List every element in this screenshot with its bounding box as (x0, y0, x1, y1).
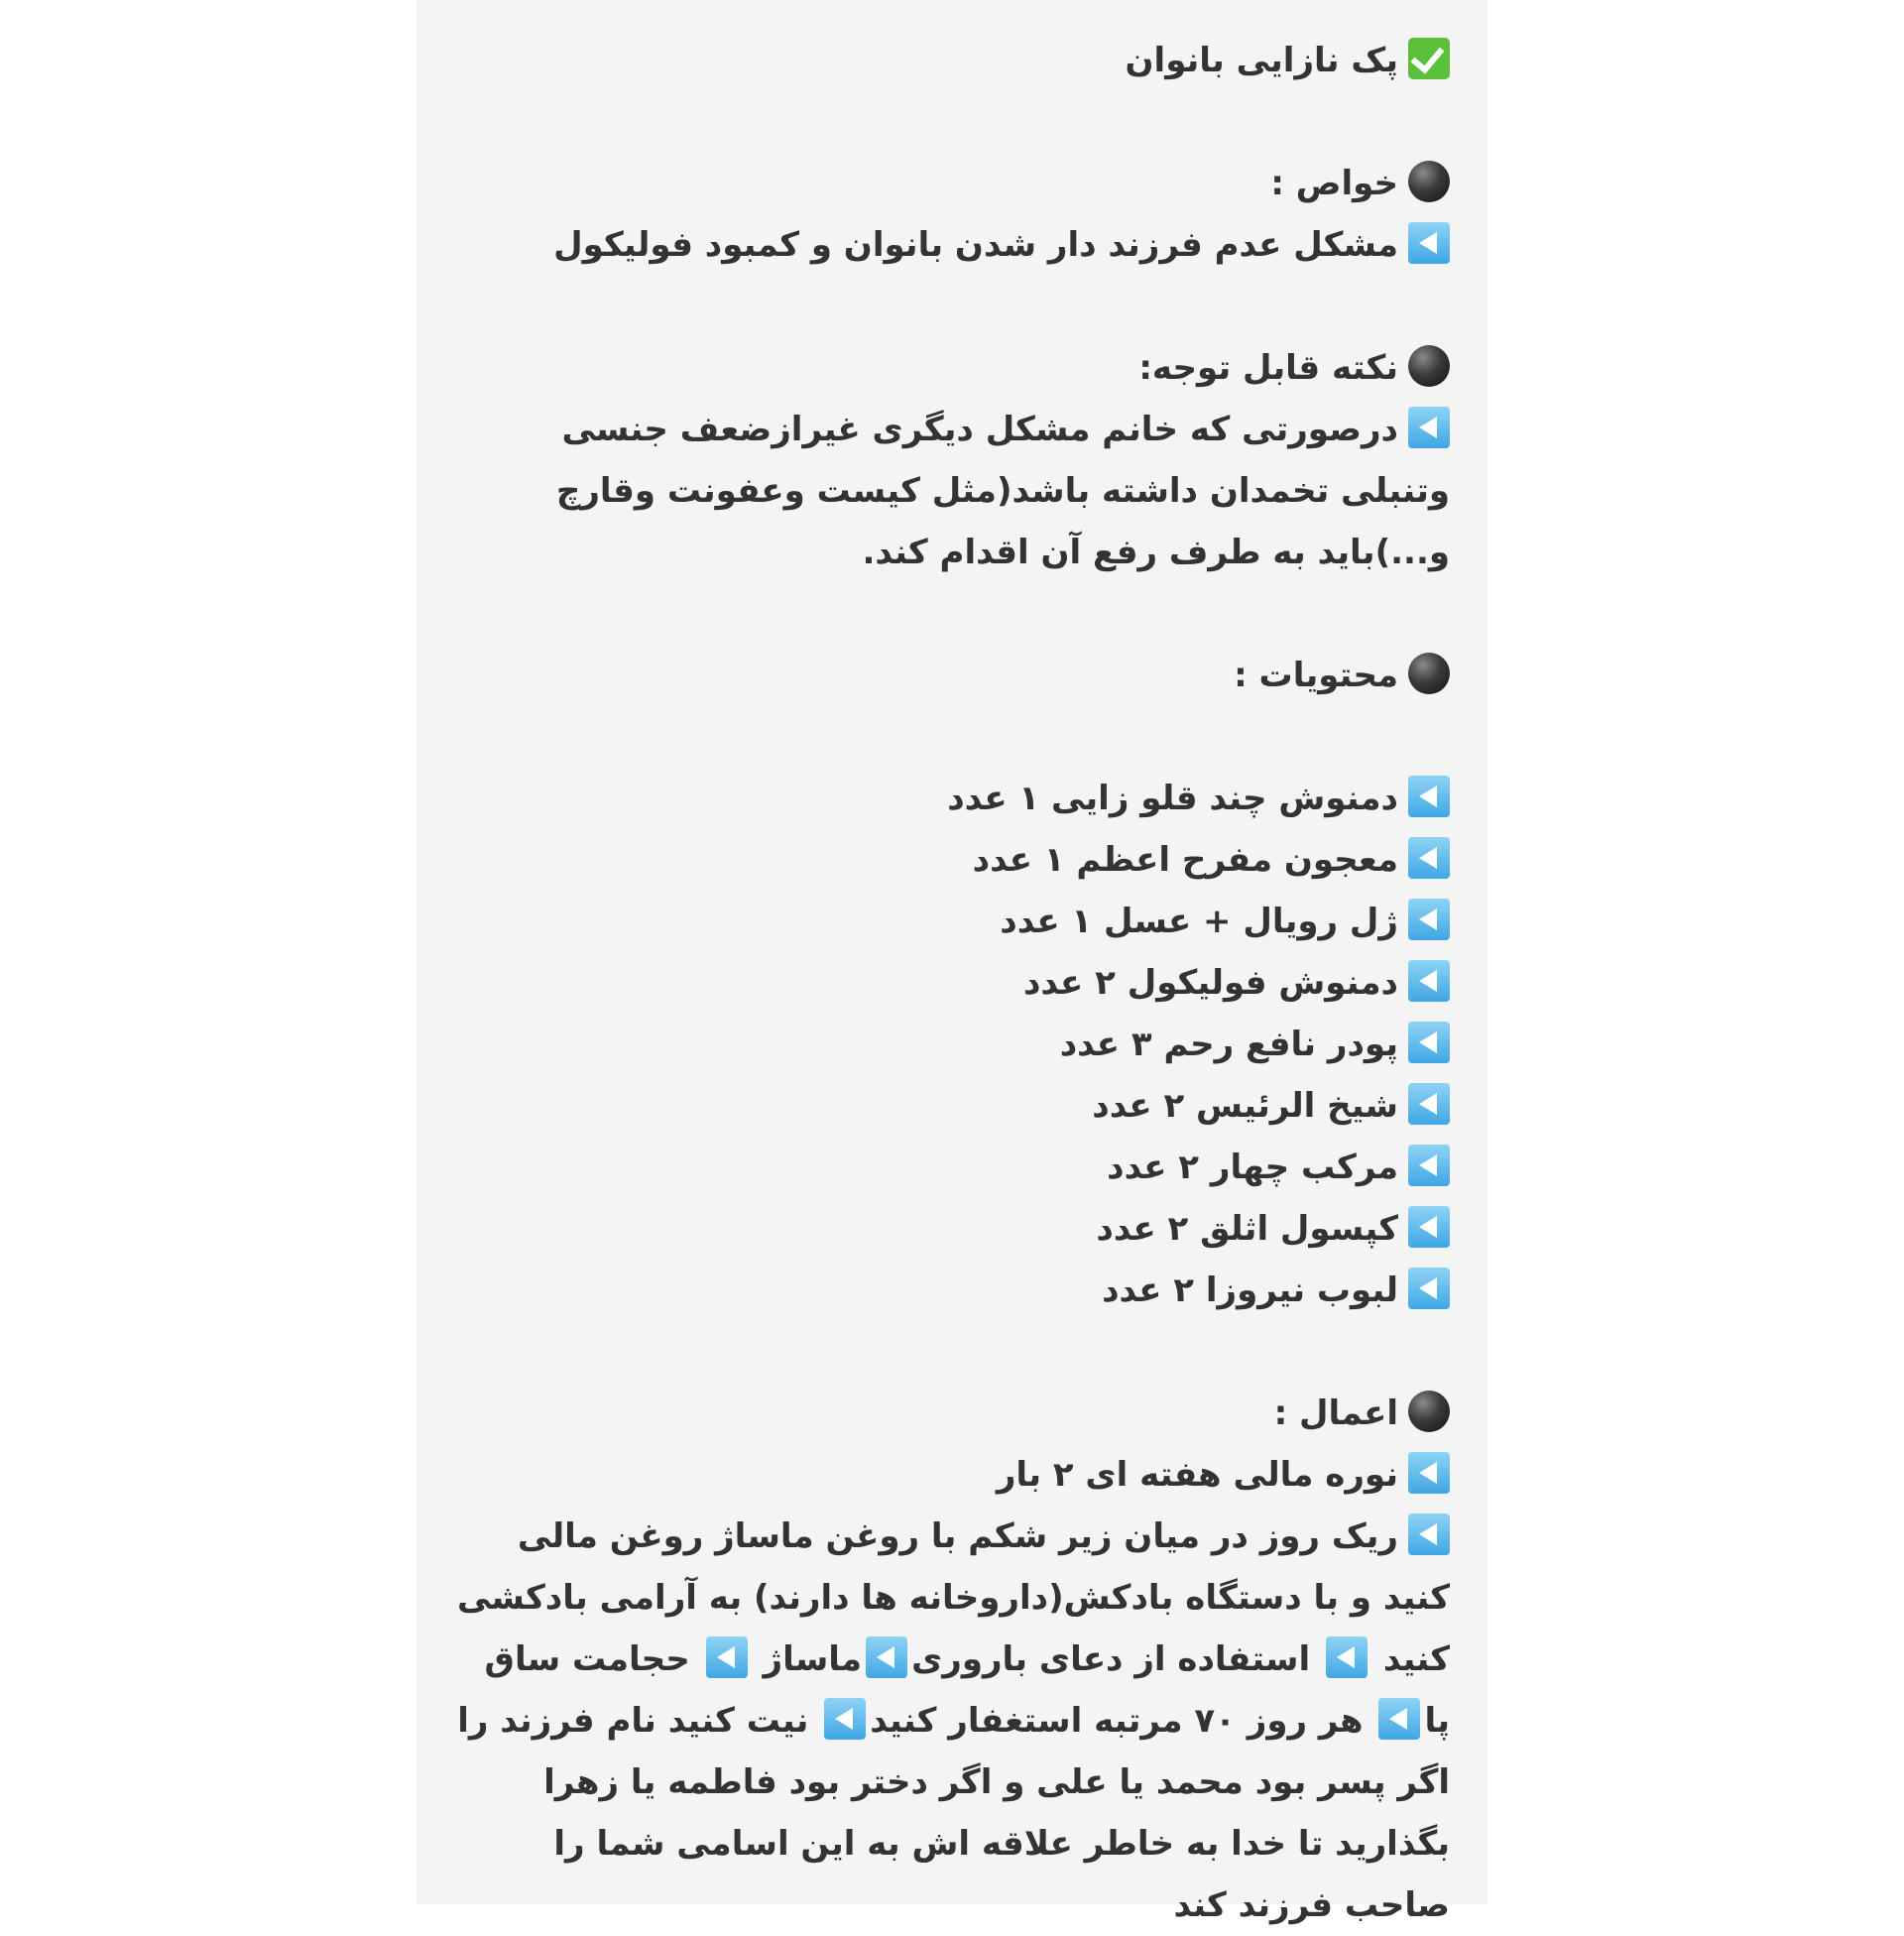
left-arrow-icon (1408, 1268, 1450, 1309)
left-arrow-icon (1408, 776, 1450, 817)
note-heading: نکته قابل توجه: (1138, 348, 1398, 388)
contents-heading-line (448, 645, 1450, 706)
list-item: کپسول اثلق ۲ عدد (448, 1198, 1450, 1260)
black-circle-icon (1408, 161, 1450, 202)
practices-heading-line (448, 1383, 1450, 1444)
left-arrow-icon (1408, 1145, 1450, 1186)
left-arrow-icon (1408, 837, 1450, 879)
note-text: درصورتی که خانم مشکل دیگری غیرازضعف جنسی وتنبلی تخمدان داشته باشد(مثل کیست وعفونت وقارچ و...)باید به طرف رفع آن اقدام کند. (555, 410, 1450, 572)
list-item: مرکب چهار ۲ عدد (448, 1137, 1450, 1198)
practices-heading: اعمال : (1273, 1393, 1398, 1433)
left-arrow-icon (706, 1636, 748, 1678)
left-arrow-icon (1408, 1452, 1450, 1494)
list-item: نوره مالی هفته ای ۲ بار (448, 1444, 1450, 1506)
left-arrow-icon (1408, 222, 1450, 264)
properties-heading: خواص : (1270, 164, 1398, 203)
black-circle-icon (1408, 653, 1450, 694)
black-circle-icon (1408, 1391, 1450, 1432)
left-arrow-icon (1408, 1083, 1450, 1125)
check-mark-icon (1408, 38, 1450, 79)
list-item: معجون مفرح اعظم ۱ عدد (448, 829, 1450, 891)
properties-heading-line (448, 153, 1450, 214)
note-paragraph (448, 399, 1450, 583)
list-item: دمنوش چند قلو زایی ۱ عدد (448, 768, 1450, 829)
left-arrow-icon (1326, 1636, 1368, 1678)
left-arrow-icon (1408, 899, 1450, 940)
left-arrow-icon (1408, 1022, 1450, 1063)
left-arrow-icon (1408, 960, 1450, 1002)
list-item: لبوب نیروزا ۲ عدد (448, 1260, 1450, 1321)
list-item: پودر نافع رحم ۳ عدد (448, 1014, 1450, 1075)
contents-heading: محتویات : (1234, 656, 1398, 695)
black-circle-icon (1408, 345, 1450, 387)
title-line (448, 30, 1450, 91)
list-item: شیخ الرئیس ۲ عدد (448, 1075, 1450, 1137)
left-arrow-icon (1408, 1206, 1450, 1248)
list-item: مشکل عدم فرزند دار شدن بانوان و کمبود فولیکول (448, 214, 1450, 276)
left-arrow-icon (1378, 1698, 1420, 1740)
title: پک نازایی بانوان (1125, 41, 1398, 80)
message-panel (416, 0, 1488, 1925)
list-item: دمنوش فولیکول ۲ عدد (448, 952, 1450, 1014)
practices-paragraph: ریک روز در میان زیر شکم با روغن ماساژ روغن مالی کنید و با دستگاه بادکش(داروخانه ها دارند) به آرامی بادکشی کنید استفاده از دعای باروریماساژ حجامت ساق پا هر روز ۷۰ مرتبه استغفار کنید نیت کنید نام فرزند را اگر پسر بود محمد یا علی و اگر دختر بود فاطمه یا زهرا بگذارید تا خدا به خاطر علاقه اش به این اسامی شما را صاحب فرزند کند (448, 1506, 1450, 1936)
left-arrow-icon (866, 1636, 907, 1678)
list-item: ژل رویال + عسل ۱ عدد (448, 891, 1450, 952)
note-heading-line (448, 337, 1450, 399)
message-content (448, 30, 1450, 1936)
left-arrow-icon (1408, 1513, 1450, 1555)
left-arrow-icon (824, 1698, 866, 1740)
left-arrow-icon (1408, 407, 1450, 448)
